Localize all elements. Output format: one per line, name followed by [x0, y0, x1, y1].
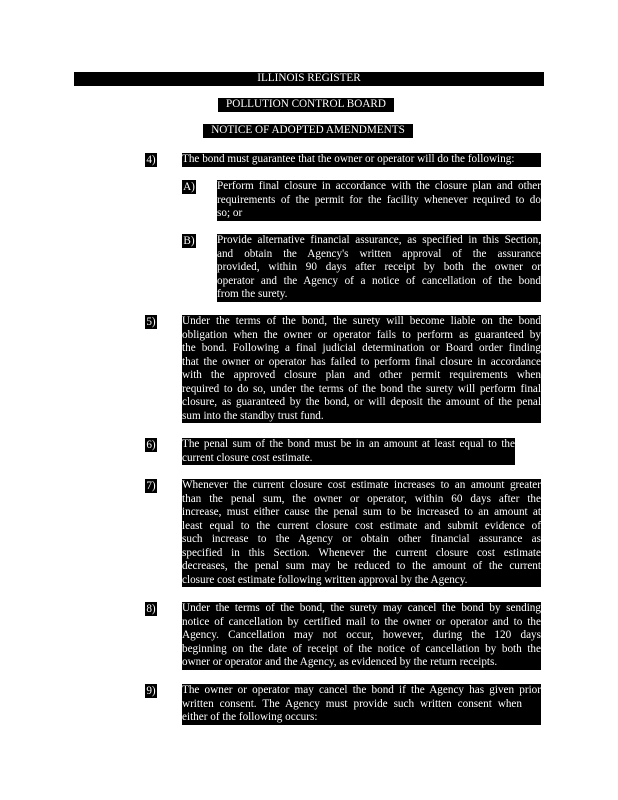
text-line: provided, within 90 days after receipt by both the owner or: [217, 261, 541, 273]
text-line: increase, must either cause the penal sum to be increased to an amount at: [182, 506, 541, 518]
text-line: Under the terms of the bond, the surety will become liable on the bond: [182, 315, 541, 327]
text-line: sum into the standby trust fund.: [182, 409, 324, 422]
text-line: specified in this Section. Whenever the current closure cost estimate: [182, 546, 541, 559]
text-line: Perform final closure in accordance with the closure plan and other: [217, 180, 541, 192]
text-line: requirements of the permit for the facility whenever required to do: [217, 193, 541, 206]
text-line: and obtain the Agency's written approval of the assurance: [217, 247, 541, 260]
board-title: POLLUTION CONTROL BOARD: [218, 98, 394, 112]
text-line: required to do so, under the terms of the bond the surety will perform final: [182, 382, 541, 395]
text-line: notice of cancellation by certified mail to the owner or operator and to the: [182, 615, 541, 628]
item-text: [182, 315, 541, 423]
text-line: The bond must guarantee that the owner or operator will do the following:: [182, 153, 515, 165]
text-line: Whenever the current closure cost estimate increases to an amount greater: [182, 479, 541, 491]
text-line: Under the terms of the bond, the surety may cancel the bond by sending: [182, 602, 541, 614]
text-line: operator and the Agency of a notice of cancellation of the bond: [217, 274, 541, 287]
register-title: ILLINOIS REGISTER: [257, 72, 361, 84]
subitem-text: [217, 234, 541, 302]
text-line: with the approved closure plan and other permit requirements when: [182, 369, 541, 381]
subitem-number: B): [183, 235, 195, 247]
subitem-text: [217, 180, 541, 221]
text-line: decreases, the penal sum may be reduced to the amount of the current: [182, 560, 541, 572]
notice-title: NOTICE OF ADOPTED AMENDMENTS: [203, 124, 413, 138]
text-line: from the surety.: [217, 288, 288, 300]
text-line: current closure cost estimate.: [182, 451, 313, 464]
text-line: beginning on the date of receipt of the notice of cancellation by both the: [182, 642, 541, 655]
item-number: 9): [146, 685, 156, 697]
item-text: [182, 602, 541, 670]
subitem-number: A): [183, 181, 195, 193]
text-line: such increase to the Agency or obtain other financial assurance as: [182, 533, 541, 545]
item-text: [182, 684, 541, 725]
text-line: obligation when the owner or operator fails to perform as guaranteed by: [182, 328, 541, 341]
item-number: 4): [146, 154, 156, 166]
text-line: so; or: [217, 207, 243, 219]
text-line: written consent. The Agency must provide such written consent when: [182, 697, 522, 710]
register-title-bar: [74, 72, 544, 86]
text-line: closure cost estimate following written approval by the Agency.: [182, 573, 468, 586]
text-line: least equal to the current closure cost estimate and submit evidence of: [182, 519, 541, 532]
text-line: either of the following occurs:: [182, 711, 318, 723]
item-text: [182, 479, 541, 587]
text-line: The penal sum of the bond must be in an amount at least equal to the: [182, 438, 515, 450]
text-line: that the owner or operator has failed to perform final closure in accordance: [182, 355, 541, 368]
item-number: 7): [146, 480, 156, 492]
item-number: 8): [146, 603, 156, 615]
text-line: The owner or operator may cancel the bond if the Agency has given prior: [182, 684, 541, 696]
text-line: the bond. Following a final judicial determination or Board order finding: [182, 342, 541, 354]
text-line: closure, as guaranteed by the bond, or will deposit the amount of the penal: [182, 396, 541, 408]
item-text: [182, 153, 541, 167]
item-number: 5): [146, 316, 156, 328]
text-line: Agency. Cancellation may not occur, however, during the 120 days: [182, 629, 541, 641]
item-text: [182, 438, 515, 465]
text-line: than the penal sum, the owner or operator, within 60 days after the: [182, 492, 541, 505]
text-line: Provide alternative financial assurance, as specified in this Section,: [217, 234, 541, 246]
item-number: 6): [146, 439, 156, 451]
text-line: owner or operator and the Agency, as evidenced by the return receipts.: [182, 656, 498, 668]
